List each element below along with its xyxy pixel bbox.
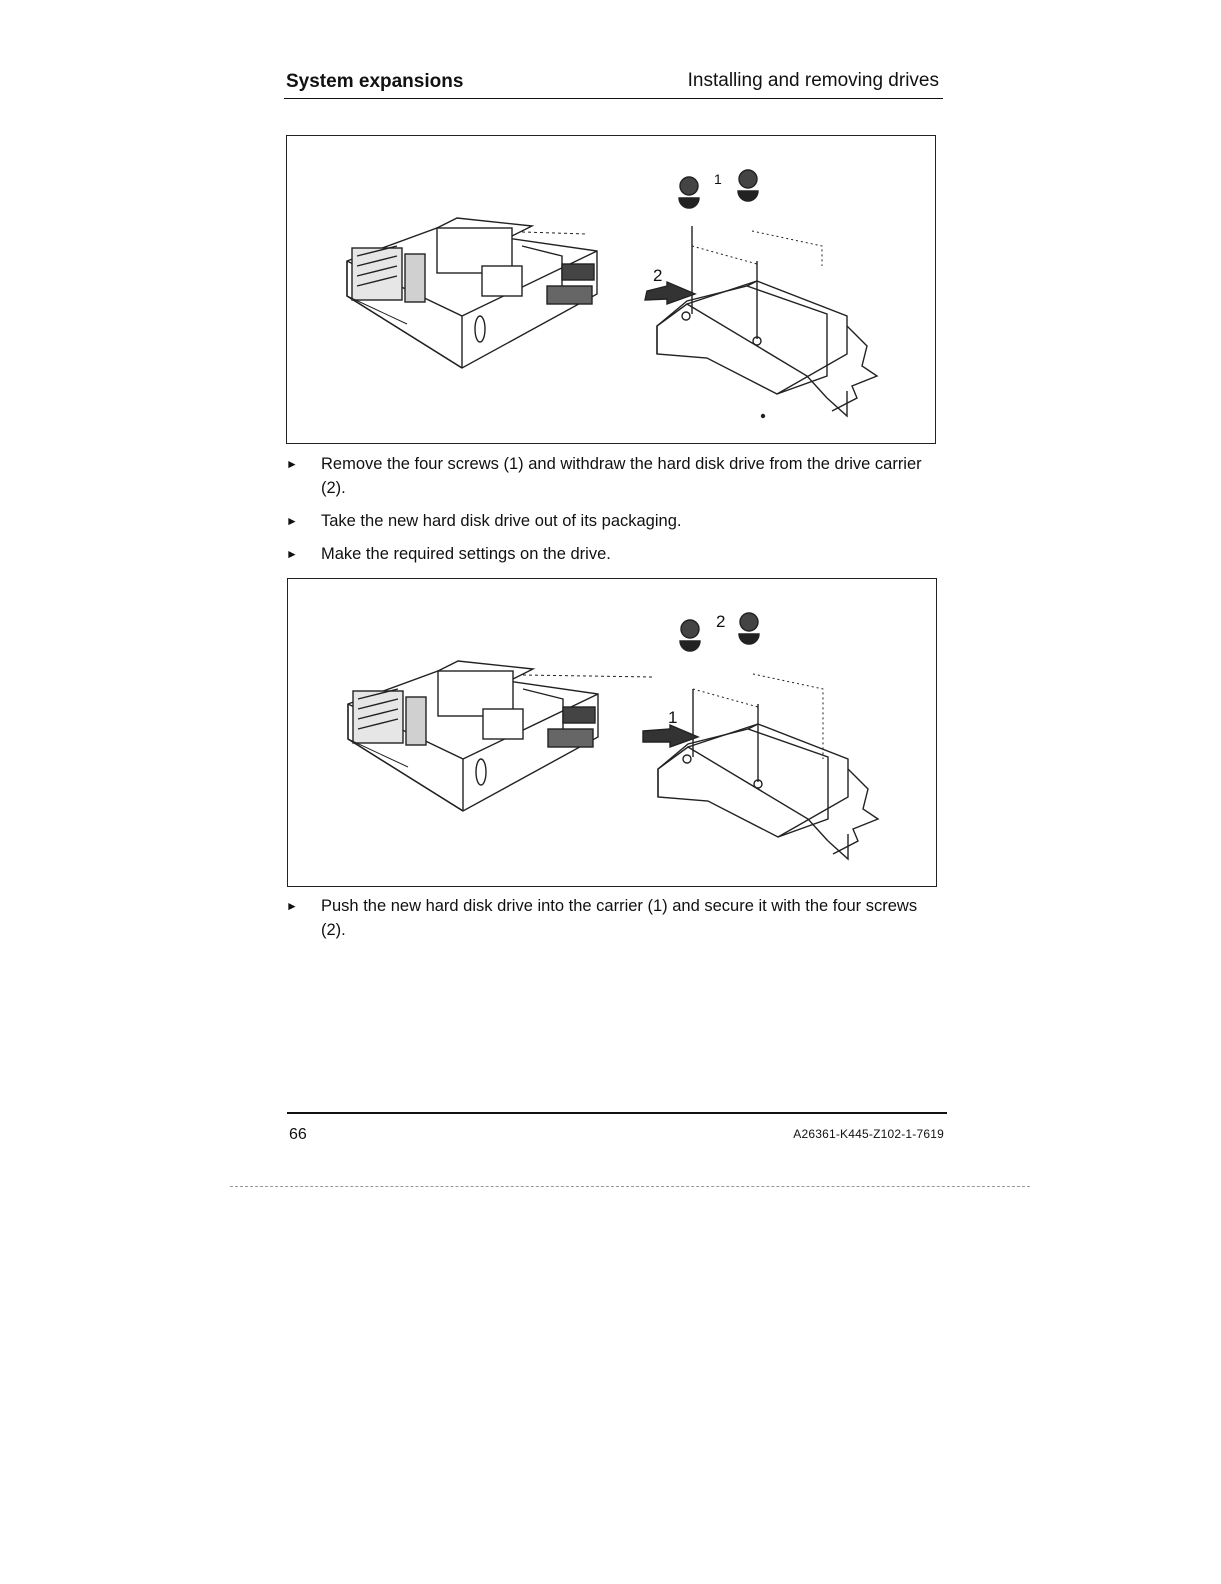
- figure1-callout-1: 1: [714, 171, 722, 187]
- header-rule: [284, 98, 943, 99]
- step-text: Push the new hard disk drive into the carrier (1) and secure it with the four screws (2).: [321, 897, 918, 939]
- footer-rule: [287, 1112, 947, 1114]
- page-header-chapter: Installing and removing drives: [687, 70, 939, 91]
- figure1-callout-2: 2: [653, 266, 663, 285]
- document-code: A26361-K445-Z102-1-7619: [793, 1127, 944, 1141]
- pc-chassis-illustration: [347, 218, 597, 368]
- step-drive-settings: [286, 542, 926, 566]
- figure2-callout-1: 1: [668, 708, 678, 727]
- drive-carrier-illustration: [645, 170, 877, 418]
- step-remove-screws: [286, 452, 926, 500]
- step-text: Take the new hard disk drive out of its packaging.: [321, 512, 682, 530]
- step-text: Remove the four screws (1) and withdraw the hard disk drive from the drive carrier (2).: [321, 455, 922, 497]
- page-header-section: System expansions: [286, 71, 464, 92]
- step-text: Make the required settings on the drive.: [321, 545, 611, 563]
- step-install-drive: [286, 894, 926, 942]
- bullet-arrow-icon: ►: [286, 514, 298, 528]
- pc-chassis-illustration: [348, 661, 653, 811]
- bullet-arrow-icon: ►: [286, 547, 298, 561]
- scan-edge-line: [230, 1186, 1030, 1187]
- page-number: 66: [289, 1126, 307, 1143]
- figure-remove-hard-disk: [286, 135, 936, 444]
- drive-carrier-illustration: [643, 613, 878, 859]
- step-unpack-drive: [286, 509, 926, 533]
- figure-install-hard-disk: [287, 578, 937, 887]
- figure2-callout-2: 2: [716, 612, 726, 631]
- bullet-arrow-icon: ►: [286, 457, 298, 471]
- bullet-arrow-icon: ►: [286, 899, 298, 913]
